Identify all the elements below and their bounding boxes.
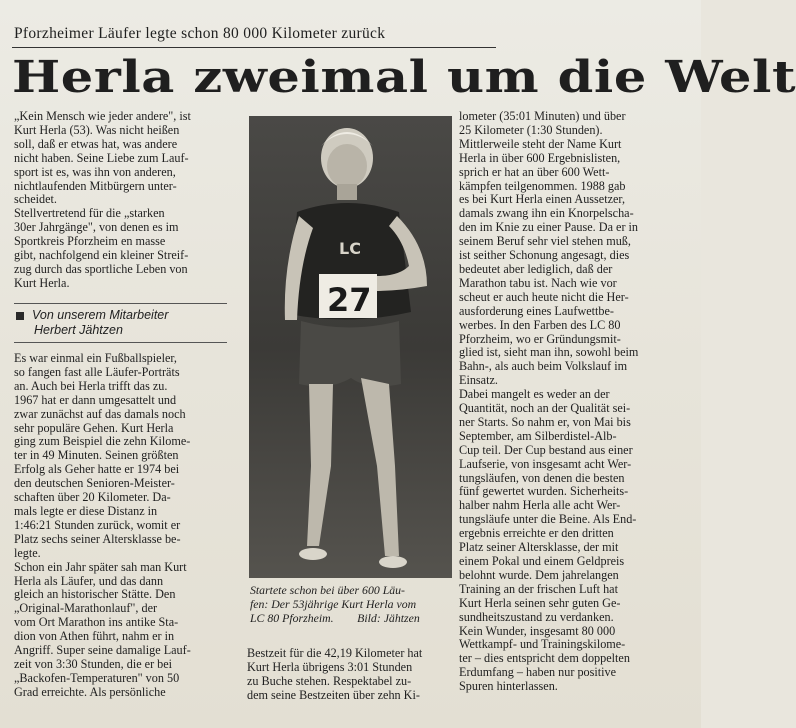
text-line: Angriff. Super seine damalige Lauf- (14, 643, 191, 658)
text-line: tungsläufen, von denen die besten (459, 470, 625, 485)
text-line: 1967 hat er dann umgesattelt und (14, 392, 177, 407)
text-line: „Original-Marathonlauf", der (14, 601, 158, 616)
text-line: Erdumfang – haben nur positive (459, 665, 617, 680)
text-line: Schon ein Jahr später sah man Kurt (14, 559, 187, 574)
text-line: dion von Athen führt, nahm er in (14, 629, 175, 644)
text-line: Grad erreichte. Als persönliche (14, 684, 166, 699)
column-2-body (247, 647, 451, 703)
headline: Herla zweimal um die Welt (12, 52, 796, 103)
text-line: lometer (35:01 Minuten) und über (459, 109, 626, 123)
text-line: September, am Silberdistel-Alb- (459, 428, 617, 443)
text-line: tungsläufe unter die Beine. Als End- (459, 512, 637, 527)
text-line: sehr populäre Gehen. Kurt Herla (14, 420, 174, 435)
text-line: 25 Kilometer (1:30 Stunden). (459, 122, 603, 137)
text-line: Wettkampf- und Trainingskilome- (459, 637, 626, 652)
text-line: 1:46:21 Stunden zurück, womit er (14, 517, 181, 532)
text-line: sprich er hat an über 600 Wett- (459, 164, 610, 179)
text-line: werbes. In den Farben des LC 80 (459, 317, 621, 332)
text-line: vom Ort Marathon ins antike Sta- (14, 615, 179, 630)
text-line: zwar zunächst auf das damals noch (14, 406, 186, 421)
text-line: Kein Wunder, insgesamt 80 000 (459, 623, 616, 638)
text-line: Sportkreis Pforzheim en masse (14, 234, 166, 249)
text-line: Spuren hinterlassen. (459, 679, 558, 694)
text-line: soll, daß er etwas hat, was andere (14, 136, 178, 151)
text-line: es bei Kurt Herla einen Aussetzer, (459, 192, 626, 207)
text-line: Marathon tabu ist. Nach wie vor (459, 275, 617, 290)
column-1-body (14, 352, 227, 700)
text-line: Stellvertretend für die „starken (14, 206, 165, 221)
text-line: sport ist es, was ihn von anderen, (14, 164, 176, 179)
text-line: zu Buche stehen. Respektabel zu- (247, 673, 412, 688)
text-line: Herla als Läufer, und das dann (14, 573, 164, 588)
text-line: Kurt Herla (53). Was nicht heißen (14, 122, 180, 137)
text-line: nicht haben. Seine Liebe zum Lauf- (14, 150, 189, 165)
text-line: Platz sechs seiner Altersklasse be- (14, 531, 181, 546)
text-line: legte. (14, 545, 41, 560)
text-line: fünf gewertet wurden. Sicherheits- (459, 484, 629, 499)
text-line: Mittlerweile steht der Name Kurt (459, 136, 622, 151)
caption-line: LC 80 Pforzheim. Bild: Jähtzen (250, 611, 420, 625)
text-line: Cup teil. Der Cup bestand aus einer (459, 442, 633, 457)
text-line: ter in 49 Minuten. Seinen größten (14, 448, 179, 463)
text-line: an. Auch bei Herla trifft das zu. (14, 378, 168, 393)
text-line: glied ist, sieht man ihn, sowohl beim (459, 345, 639, 360)
text-line: ausforderung eines Laufwettbe- (459, 303, 614, 318)
text-line: scheidet. (14, 192, 57, 207)
text-line: ergebnis erreichte er den dritten (459, 526, 614, 541)
text-line: Quantität, noch an der Qualität sei- (459, 401, 631, 416)
text-line: 30er Jahrgänge", von denen es im (14, 220, 179, 235)
photo-caption (250, 583, 450, 625)
kicker-subheadline: Pforzheimer Läufer legte schon 80 000 Kilometer zurück (14, 25, 386, 42)
text-line: gibt, nachfolgend ein kleiner Streif- (14, 248, 189, 263)
text-line: „Backofen-Temperaturen" von 50 (14, 670, 180, 685)
text-line: sundheitszustand zu verdanken. (459, 609, 614, 624)
byline-line-1: Von unserem Mitarbeiter (32, 308, 169, 322)
text-line: so fangen fast alle Läufer-Porträts (14, 364, 180, 379)
caption-line: fen: Der 53jährige Kurt Herla vom (250, 597, 417, 611)
column-3-body (459, 110, 683, 694)
square-bullet-icon (16, 312, 24, 320)
text-line: Herla in über 600 Ergebnislisten, (459, 150, 621, 165)
text-line: ner Starts. So nahm er, von Mai bis (459, 414, 631, 429)
text-line: Kurt Herla übrigens 3:01 Stunden (247, 659, 413, 674)
caption-line: Startete schon bei über 600 Läu- (250, 583, 405, 597)
text-line: Kurt Herla. (14, 275, 70, 290)
byline-author: Herbert Jähtzen (34, 323, 123, 337)
text-line: Kurt Herla seinen sehr guten Ge- (459, 595, 621, 610)
text-line: den im Knie zu einer Pause. Da er in (459, 220, 639, 235)
text-line: Es war einmal ein Fußballspieler, (14, 351, 177, 365)
runner-photo (249, 116, 452, 578)
text-line: ist seither Schonung angesagt, dies (459, 248, 630, 263)
text-line: Erfolg als Geher hatte er 1974 bei (14, 462, 180, 477)
text-line: Pforzheim, wo er Gründungsmit- (459, 331, 621, 346)
author-byline (14, 303, 227, 343)
text-line: Bestzeit für die 42,19 Kilometer hat (247, 646, 423, 660)
text-line: seinem Beruf sehr viel stehen muß, (459, 234, 631, 249)
text-line: damals zwang ihn ein Knorpelscha- (459, 206, 634, 221)
text-line: den deutschen Senioren-Meister- (14, 476, 175, 491)
intro-paragraph (14, 110, 227, 291)
text-line: Platz seiner Altersklasse, der mit (459, 540, 619, 555)
kicker-underline (12, 47, 496, 48)
text-line: kämpfen teilgenommen. 1988 gab (459, 178, 626, 193)
text-line: ging zum Beispiel die zehn Kilome- (14, 434, 191, 449)
text-line: Bahn-, als auch beim Volkslauf im (459, 359, 628, 374)
text-line: zeit von 3:30 Stunden, die er bei (14, 656, 173, 671)
text-line: schaften über 20 Kilometer. Da- (14, 490, 171, 505)
text-line: „Kein Mensch wie jeder andere", ist (14, 109, 191, 123)
text-line: nichtlaufenden Mitbürgern unter- (14, 178, 177, 193)
text-line: Einsatz. (459, 373, 498, 388)
text-line: dem seine Bestzeiten über zehn Ki- (247, 687, 420, 702)
text-line: belohnt wurde. Dem jahrelangen (459, 567, 619, 582)
text-line: einem Pokal und einem Geldpreis (459, 554, 625, 568)
text-line: halber nahm Herla alle acht Wer- (459, 498, 621, 513)
text-line: zug durch das sportliche Leben von (14, 261, 188, 276)
text-line: gleich an historischer Stätte. Den (14, 587, 176, 602)
text-line: ter – dies entspricht dem doppelten (459, 651, 630, 666)
shirt-logo-text: LC (339, 239, 361, 258)
text-line: bedeutet aber lediglich, daß der (459, 261, 613, 276)
text-line: Dabei mangelt es weder an der (459, 387, 610, 402)
text-line: mals legte er diese Distanz in (14, 503, 158, 518)
text-line: Laufserie, von insgesamt acht Wer- (459, 456, 632, 471)
bib-number: 27 (327, 281, 372, 319)
text-line: Training an der frischen Luft hat (459, 581, 618, 596)
text-line: scheut er auch heute nicht die Her- (459, 289, 629, 304)
